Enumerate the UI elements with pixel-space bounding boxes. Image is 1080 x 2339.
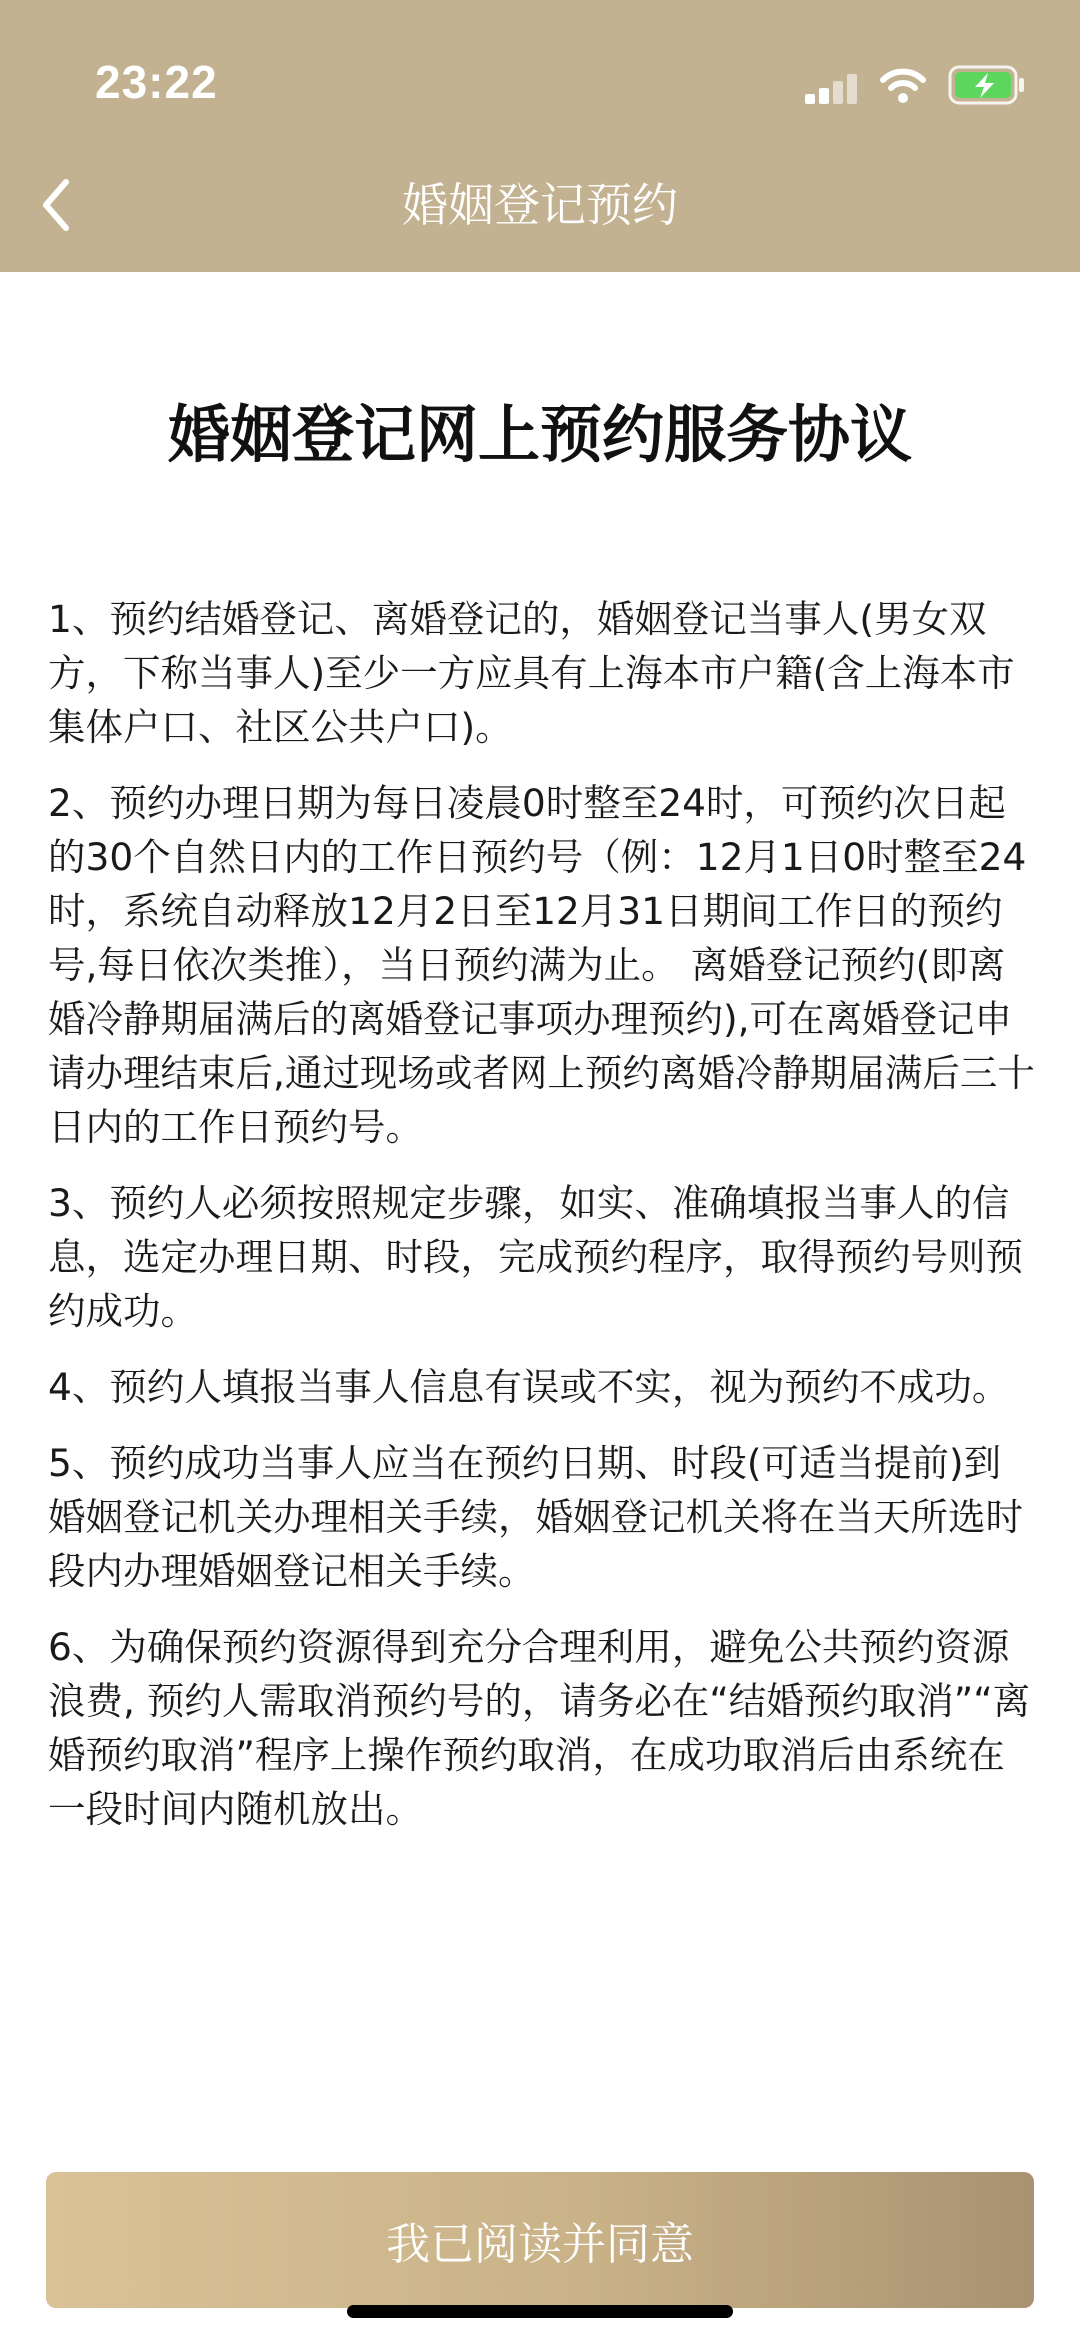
agree-button[interactable] (46, 2172, 1034, 2308)
cellular-signal-icon (805, 74, 857, 104)
agreement-clause-6: 6、为确保预约资源得到充分合理利用，避免公共预约资源浪费, 预约人需取消预约号的，请务必在“结婚预约取消”“离婚预约取消”程序上操作预约取消，在成功取消后由系统在一段时间内随机放出。 (48, 1625, 1031, 1831)
agreement-clause-5: 5、预约成功当事人应当在预约日期、时段(可适当提前)到婚姻登记机关办理相关手续，婚姻登记机关将在当天所选时段内办理婚姻登记相关手续。 (48, 1441, 1023, 1593)
agreement-title: 婚姻登记网上预约服务协议 (167, 398, 912, 471)
home-indicator[interactable] (347, 2305, 733, 2318)
agreement-content (48, 592, 1038, 1858)
agreement-clause-1: 1、预约结婚登记、离婚登记的，婚姻登记当事人(男女双方，下称当事人)至少一方应具有上海本市户籍(含上海本市集体户口、社区公共户口)。 (48, 597, 1015, 749)
agree-button-label: 我已阅读并同意 (386, 2219, 694, 2270)
agreement-clause-4: 4、预约人填报当事人信息有误或不实，视为预约不成功。 (48, 1365, 1010, 1409)
top-header (0, 0, 1080, 272)
wifi-icon (880, 66, 926, 104)
agreement-clause-2: 2、预约办理日期为每日凌晨0时整至24时，可预约次日起的30个自然日内的工作日预约号（例：12月1日0时整至24时，系统自动释放12月2日至12月31日期间工作日的预约号,每日依次类推），当日预约满为止。 离婚登记预约(即离婚冷静期届满后的离婚登记事项办理预约),可在离婚登记申请办理结束后,通过现场或者网上预约离婚冷静期届满后三十日内的工作日预约号。 (48, 781, 1035, 1149)
agreement-clause-3: 3、预约人必须按照规定步骤，如实、准确填报当事人的信息，选定办理日期、时段，完成预约程序，取得预约号则预约成功。 (48, 1181, 1023, 1333)
status-time: 23:22 (95, 56, 218, 108)
battery-charging-icon (948, 64, 1026, 106)
page-title: 婚姻登记预约 (402, 178, 678, 232)
